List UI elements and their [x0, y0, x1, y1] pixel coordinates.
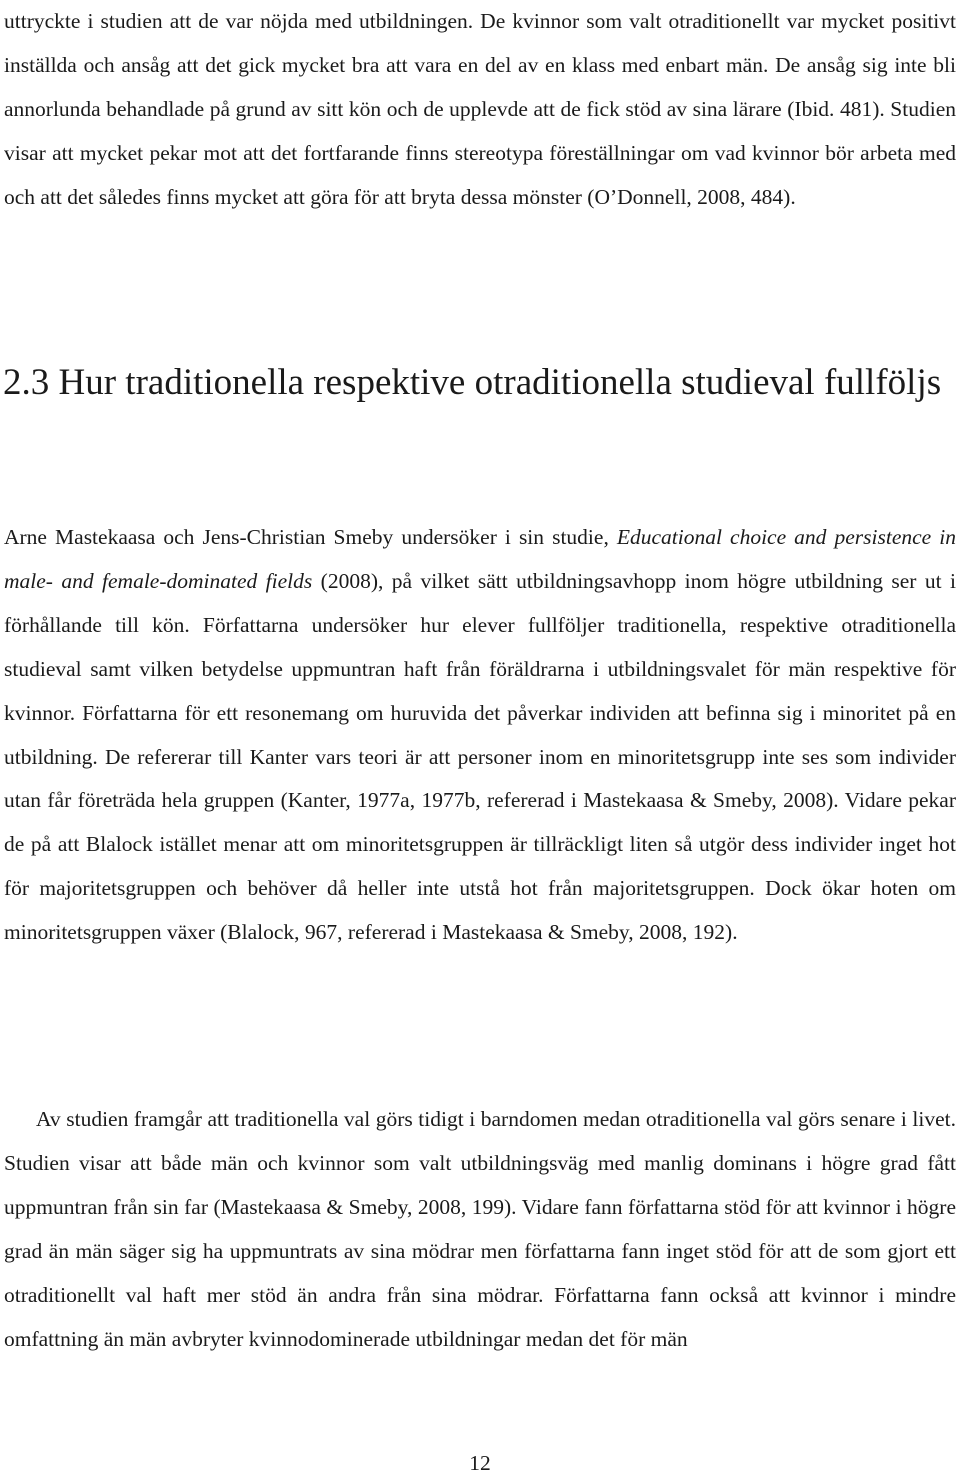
paragraph-2-intro: Arne Mastekaasa och Jens-Christian Smeby undersöker i sin studie, [4, 525, 617, 549]
paragraph-2 [4, 516, 956, 955]
paragraph-2-body: (2008), på vilket sätt utbildningsavhopp inom högre utbildning ser ut i förhållande till kön. Författarna undersöker hur elever fullföljer traditionella, respektive otraditionella studieval samt vilken betydelse uppmuntran haft från föräldrarna i utbildningsvalet för män respektive för kvinnor. Författarna för ett resonemang om huruvida det påverkar individen att befinna sig i minoritet på en utbildning. De refererar till Kanter vars teori är att personer inom en minoritetsgrupp inte ses som individer utan får företräda hela gruppen (Kanter, 1977a, 1977b, refererad i Mastekaasa & Smeby, 2008). Vidare pekar de på att Blalock istället menar att om minoritetsgruppen är tillräckligt liten så utgör dess individer inget hot för majoritetsgruppen och behöver då heller inte utstå hot från majoritetsgruppen. Dock ökar hoten om minoritetsgruppen växer (Blalock, 967, refererad i Mastekaasa & Smeby, 2008, 192). [4, 568, 956, 945]
cited-work-title: Educational choice and persistence in male- and female-dominated fields [4, 525, 956, 593]
paragraph-3: Av studien framgår att traditionella val görs tidigt i barndomen medan otraditionella val görs senare i livet. Studien visar att både män och kvinnor som valt utbildningsväg med manlig dominans i högre grad fått uppmuntran från sin far (Mastekaasa & Smeby, 2008, 199). Vidare fann författarna stöd för att kvinnor i högre grad än män säger sig ha uppmuntrats av sina mödrar men författarna fann inget stöd för att de som gjort ett otraditionellt val haft mer stöd än andra från sina mödrar. Författarna fann också att kvinnor i mindre omfattning än män avbryter kvinnodominerade utbildningar medan det för män [4, 1107, 956, 1351]
section-heading: 2.3 Hur traditionella respektive otraditionella studieval fullföljs [3, 362, 942, 403]
page-number: 12 [469, 1451, 491, 1475]
paragraph-1: uttryckte i studien att de var nöjda med utbildningen. De kvinnor som valt otraditionellt var mycket positivt inställda och ansåg att det gick mycket bra att vara en del av en klass med enbart män. De ansåg sig inte bli annorlunda behandlade på grund av sitt kön och de upplevde att de fick stöd av sina lärare (Ibid. 481). Studien visar att mycket pekar mot att det fortfarande finns stereotypa föreställningar om vad kvinnor bör arbeta med och att det således finns mycket att göra för att bryta dessa mönster (O’Donnell, 2008, 484). [4, 9, 956, 209]
